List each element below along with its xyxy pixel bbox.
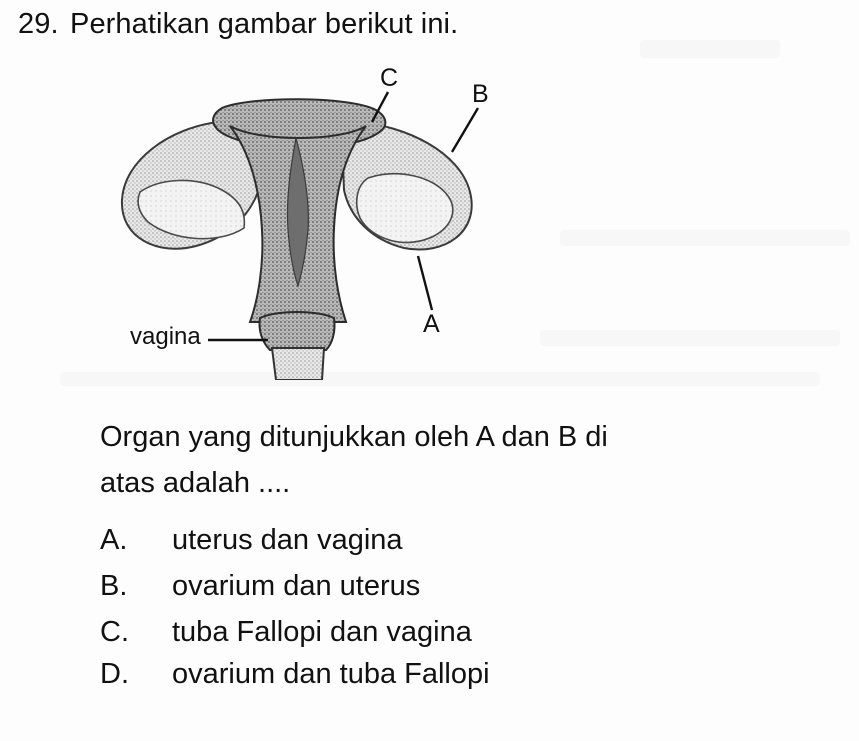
leader-line-b bbox=[452, 108, 478, 152]
figure-uterus-diagram bbox=[100, 60, 530, 380]
prompt-line-2: atas adalah .... bbox=[100, 467, 291, 499]
option-b[interactable] bbox=[100, 570, 840, 603]
question-title: Perhatikan gambar berikut ini. bbox=[70, 8, 459, 40]
figure-label-a: A bbox=[423, 310, 440, 338]
question-number: 29. bbox=[18, 8, 59, 40]
scan-smudge bbox=[540, 330, 840, 346]
option-d-text: ovarium dan tuba Fallopi bbox=[172, 658, 490, 690]
prompt-line-1: Organ yang ditunjukkan oleh A dan B di bbox=[100, 421, 608, 453]
option-c-text: tuba Fallopi dan vagina bbox=[172, 616, 472, 648]
scan-smudge bbox=[640, 40, 780, 58]
leader-line-a bbox=[418, 256, 432, 310]
option-d-letter: D. bbox=[100, 658, 129, 690]
figure-label-b: B bbox=[472, 80, 489, 108]
question-prompt bbox=[100, 414, 859, 506]
option-c[interactable] bbox=[100, 616, 840, 649]
option-d[interactable] bbox=[100, 658, 840, 691]
option-b-letter: B. bbox=[100, 570, 128, 602]
figure-label-c: C bbox=[380, 64, 399, 92]
option-b-text: ovarium dan uterus bbox=[172, 570, 421, 602]
option-c-letter: C. bbox=[100, 616, 129, 648]
option-a-letter: A. bbox=[100, 524, 128, 556]
option-a[interactable] bbox=[100, 524, 840, 557]
question-header bbox=[18, 8, 458, 41]
figure-label-vagina: vagina bbox=[130, 323, 201, 350]
answer-options bbox=[100, 524, 840, 704]
option-a-text: uterus dan vagina bbox=[172, 524, 403, 556]
scan-smudge bbox=[560, 230, 850, 246]
